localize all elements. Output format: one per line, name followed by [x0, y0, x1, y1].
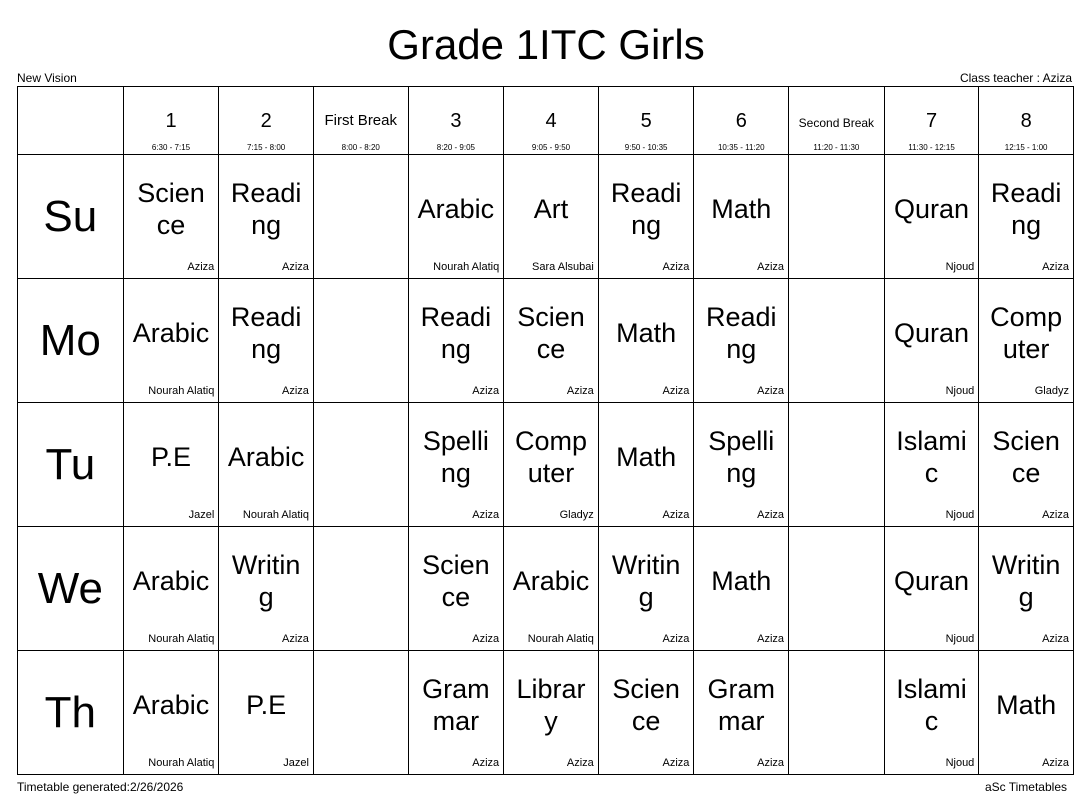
- period-time: 10:35 - 11:20: [717, 143, 765, 152]
- subject-name: [411, 403, 502, 510]
- lesson-cell: [408, 651, 504, 775]
- subject-line: g: [258, 581, 274, 612]
- class-teacher: Class teacher : Aziza: [959, 71, 1072, 85]
- lesson-cell: [504, 527, 599, 651]
- subject-line: Writin: [991, 549, 1061, 580]
- subject-line: Scien: [137, 177, 205, 208]
- period-time: 9:50 - 10:35: [624, 143, 668, 152]
- subject-line: Scien: [517, 301, 585, 332]
- lesson-cell: [598, 651, 694, 775]
- lesson-cell: [979, 279, 1074, 403]
- subject-line: Math: [711, 193, 772, 224]
- teacher-name: Aziza: [1042, 757, 1069, 769]
- period-header: [598, 87, 694, 155]
- day-row: [18, 527, 1074, 651]
- lesson-cell: [598, 155, 694, 279]
- day-row: [18, 651, 1074, 775]
- header-row: [18, 87, 1074, 155]
- subject-line: Arabic: [512, 565, 590, 596]
- subject-name: [126, 155, 217, 262]
- break-cell: [313, 651, 408, 775]
- teacher-name: Njoud: [945, 261, 975, 273]
- period-number: 8: [1020, 110, 1032, 132]
- subject-line: g: [1018, 581, 1034, 612]
- subject-line: Math: [616, 441, 677, 472]
- subject-name: [221, 279, 311, 386]
- lesson-cell: [123, 155, 219, 279]
- subject-line: ce: [631, 705, 661, 736]
- subject-name: [506, 279, 596, 386]
- period-time: 12:15 - 1:00: [1004, 143, 1048, 152]
- subject-name: [887, 527, 977, 634]
- lesson-cell: [598, 527, 694, 651]
- period-number: 1: [165, 110, 177, 132]
- subject-name: [221, 527, 311, 634]
- teacher-name: Aziza: [472, 509, 500, 521]
- lesson-cell: [219, 155, 314, 279]
- lesson-cell: [408, 527, 504, 651]
- subject-line: Arabic: [132, 565, 210, 596]
- subject-name: [981, 527, 1071, 634]
- subject-line: Gram: [707, 673, 775, 704]
- teacher-name: Jazel: [283, 757, 309, 769]
- subject-line: ce: [536, 333, 566, 364]
- teacher-name: Sara Alsubai: [532, 261, 594, 273]
- subject-line: Art: [533, 193, 569, 224]
- subject-name: [411, 527, 502, 634]
- period-time: 7:15 - 8:00: [247, 143, 286, 152]
- teacher-name: Aziza: [757, 261, 785, 273]
- subject-name: [981, 403, 1071, 510]
- teacher-name: Aziza: [757, 633, 785, 645]
- lesson-cell: [123, 279, 219, 403]
- day-row: [18, 403, 1074, 527]
- subject-name: [601, 527, 692, 634]
- day-label: Th: [18, 651, 124, 775]
- timetable: [17, 86, 1074, 775]
- school-name: New Vision: [17, 71, 77, 85]
- lesson-cell: [408, 155, 504, 279]
- subject-line: ng: [251, 209, 282, 240]
- subject-line: Scien: [992, 425, 1060, 456]
- lesson-cell: [694, 651, 789, 775]
- break-cell: [313, 403, 408, 527]
- subject-line: P.E: [150, 441, 192, 472]
- subject-name: [696, 155, 786, 262]
- subject-line: ng: [440, 333, 471, 364]
- teacher-name: Aziza: [282, 261, 309, 273]
- subject-line: Arabic: [227, 441, 305, 472]
- subject-name: [411, 155, 502, 262]
- subject-line: Arabic: [417, 193, 495, 224]
- subject-line: Readi: [610, 177, 682, 208]
- teacher-name: Aziza: [662, 261, 690, 273]
- lesson-cell: [219, 651, 314, 775]
- period-number: 2: [260, 110, 272, 132]
- day-row: [18, 279, 1074, 403]
- day-label: Tu: [18, 403, 124, 527]
- teacher-name: Nourah Alatiq: [148, 385, 215, 397]
- period-header: [694, 87, 789, 155]
- subject-line: Quran: [893, 317, 970, 348]
- subject-line: Arabic: [132, 689, 210, 720]
- subject-line: ng: [726, 457, 757, 488]
- subject-name: [696, 651, 786, 758]
- subject-line: Arabic: [132, 317, 210, 348]
- subject-name: [221, 403, 311, 510]
- period-header: [504, 87, 599, 155]
- subject-line: Math: [711, 565, 772, 596]
- page-title: Grade 1ITC Girls: [387, 21, 705, 68]
- subject-name: [126, 527, 217, 634]
- subject-line: Islami: [896, 425, 967, 456]
- subject-line: Writin: [231, 549, 301, 580]
- teacher-name: Aziza: [662, 385, 690, 397]
- teacher-name: Aziza: [757, 757, 785, 769]
- subject-line: Spelli: [708, 425, 775, 456]
- brand-label: aSc Timetables: [984, 780, 1067, 794]
- lesson-cell: [694, 403, 789, 527]
- subject-name: [981, 279, 1071, 386]
- break-cell: [313, 155, 408, 279]
- subject-name: [887, 403, 977, 510]
- subject-line: ng: [440, 457, 471, 488]
- subject-line: Librar: [516, 673, 586, 704]
- subject-name: [601, 651, 692, 758]
- subject-line: Math: [996, 689, 1057, 720]
- teacher-name: Nourah Alatiq: [242, 509, 309, 521]
- period-time: 6:30 - 7:15: [151, 143, 191, 152]
- subject-name: [411, 651, 502, 758]
- subject-name: [887, 279, 977, 386]
- teacher-name: Nourah Alatiq: [527, 633, 594, 645]
- subject-line: Comp: [990, 301, 1063, 332]
- teacher-name: Aziza: [472, 757, 500, 769]
- period-header: [313, 87, 408, 155]
- lesson-cell: [694, 155, 789, 279]
- subject-line: Spelli: [422, 425, 489, 456]
- subject-line: Math: [616, 317, 677, 348]
- lesson-cell: [694, 527, 789, 651]
- subject-line: Quran: [893, 565, 970, 596]
- teacher-name: Aziza: [662, 509, 690, 521]
- subject-name: [411, 279, 502, 386]
- lesson-cell: [504, 279, 599, 403]
- period-number: 3: [450, 110, 462, 132]
- subject-line: Readi: [420, 301, 492, 332]
- subject-line: ng: [1011, 209, 1042, 240]
- subject-name: [696, 527, 786, 634]
- break-cell: [789, 279, 885, 403]
- subject-line: Readi: [230, 301, 302, 332]
- period-time: 9:05 - 9:50: [531, 143, 571, 152]
- period-time: 11:20 - 11:30: [813, 143, 860, 152]
- lesson-cell: [884, 403, 979, 527]
- lesson-cell: [598, 279, 694, 403]
- lesson-cell: [123, 403, 219, 527]
- day-label: Mo: [18, 279, 124, 403]
- teacher-name: Aziza: [1042, 261, 1069, 273]
- teacher-name: Njoud: [945, 757, 975, 769]
- subject-line: Gram: [422, 673, 490, 704]
- subject-line: uter: [527, 457, 575, 488]
- period-header: [123, 87, 219, 155]
- lesson-cell: [219, 279, 314, 403]
- teacher-name: Aziza: [662, 757, 690, 769]
- teacher-name: Njoud: [945, 633, 975, 645]
- subject-line: ng: [251, 333, 282, 364]
- break-cell: [789, 527, 885, 651]
- lesson-cell: [884, 155, 979, 279]
- teacher-name: Aziza: [187, 261, 215, 273]
- lesson-cell: [504, 403, 599, 527]
- lesson-cell: [694, 279, 789, 403]
- subject-line: ce: [156, 209, 186, 240]
- day-label: Su: [18, 155, 124, 279]
- subject-name: [506, 155, 596, 262]
- subject-name: [506, 651, 596, 758]
- teacher-name: Gladyz: [1034, 385, 1069, 397]
- lesson-cell: [979, 403, 1074, 527]
- teacher-name: Aziza: [757, 385, 785, 397]
- subject-line: Scien: [422, 549, 490, 580]
- day-label: We: [18, 527, 124, 651]
- teacher-name: Njoud: [945, 385, 975, 397]
- period-time: 8:20 - 9:05: [436, 143, 475, 152]
- lesson-cell: [979, 651, 1074, 775]
- subject-name: [887, 651, 977, 758]
- subject-name: [506, 403, 596, 510]
- lesson-cell: [504, 651, 599, 775]
- lesson-cell: [979, 155, 1074, 279]
- subject-line: y: [544, 705, 558, 736]
- subject-name: [221, 651, 311, 758]
- subject-line: Readi: [230, 177, 302, 208]
- teacher-name: Aziza: [566, 757, 594, 769]
- period-header: [219, 87, 314, 155]
- break-cell: [789, 403, 885, 527]
- teacher-name: Aziza: [282, 385, 309, 397]
- teacher-name: Nourah Alatiq: [433, 261, 500, 273]
- teacher-name: Aziza: [282, 633, 309, 645]
- lesson-cell: [408, 279, 504, 403]
- subject-line: c: [924, 705, 939, 736]
- generated-date: Timetable generated:2/26/2026: [17, 780, 184, 794]
- teacher-name: Aziza: [757, 509, 785, 521]
- subject-name: [981, 155, 1071, 262]
- lesson-cell: [884, 527, 979, 651]
- period-header: [979, 87, 1074, 155]
- lesson-cell: [408, 403, 504, 527]
- break-label: First Break: [324, 112, 397, 129]
- period-number: 4: [545, 110, 557, 132]
- break-cell: [789, 155, 885, 279]
- subject-line: ng: [631, 209, 662, 240]
- subject-line: Scien: [612, 673, 680, 704]
- teacher-name: Aziza: [472, 385, 500, 397]
- subject-line: P.E: [246, 689, 287, 720]
- lesson-cell: [123, 651, 219, 775]
- lesson-cell: [979, 527, 1074, 651]
- break-cell: [313, 527, 408, 651]
- subject-name: [696, 403, 786, 510]
- subject-name: [126, 403, 217, 510]
- break-label: Second Break: [798, 116, 875, 130]
- subject-name: [887, 155, 977, 262]
- teacher-name: Aziza: [1042, 633, 1069, 645]
- subject-name: [696, 279, 786, 386]
- subject-name: [126, 279, 217, 386]
- subject-name: [601, 403, 692, 510]
- lesson-cell: [219, 403, 314, 527]
- subject-line: Comp: [514, 425, 588, 456]
- period-time: 8:00 - 8:20: [341, 143, 380, 152]
- teacher-name: Jazel: [188, 509, 215, 521]
- teacher-name: Aziza: [662, 633, 690, 645]
- lesson-cell: [884, 651, 979, 775]
- subject-name: [601, 279, 692, 386]
- subject-line: ce: [441, 581, 471, 612]
- teacher-name: Aziza: [566, 385, 594, 397]
- subject-line: mar: [718, 705, 765, 736]
- teacher-name: Nourah Alatiq: [148, 757, 215, 769]
- teacher-name: Njoud: [945, 509, 975, 521]
- subject-line: Readi: [705, 301, 777, 332]
- subject-line: Writin: [611, 549, 681, 580]
- subject-name: [601, 155, 692, 262]
- teacher-name: Aziza: [1042, 509, 1069, 521]
- period-number: 5: [640, 110, 652, 132]
- subject-line: uter: [1002, 333, 1050, 364]
- period-time: 11:30 - 12:15: [908, 143, 955, 152]
- period-number: 6: [735, 110, 747, 132]
- period-header: [408, 87, 504, 155]
- teacher-name: Aziza: [472, 633, 500, 645]
- lesson-cell: [219, 527, 314, 651]
- subject-name: [981, 651, 1071, 758]
- teacher-name: Gladyz: [559, 509, 594, 521]
- lesson-cell: [504, 155, 599, 279]
- subject-line: Readi: [990, 177, 1062, 208]
- subject-line: ce: [1011, 457, 1041, 488]
- break-cell: [789, 651, 885, 775]
- subject-line: c: [924, 457, 939, 488]
- subject-name: [221, 155, 311, 262]
- lesson-cell: [884, 279, 979, 403]
- lesson-cell: [598, 403, 694, 527]
- corner-cell: [18, 87, 124, 155]
- period-number: 7: [925, 110, 938, 132]
- subject-line: Quran: [893, 193, 970, 224]
- subject-line: Islami: [896, 673, 967, 704]
- subject-name: [126, 651, 217, 758]
- teacher-name: Nourah Alatiq: [148, 633, 215, 645]
- subject-line: mar: [432, 705, 480, 736]
- period-header: [789, 87, 885, 155]
- subject-name: [506, 527, 596, 634]
- lesson-cell: [123, 527, 219, 651]
- break-cell: [313, 279, 408, 403]
- subject-line: ng: [726, 333, 757, 364]
- subject-line: g: [638, 581, 654, 612]
- period-header: [884, 87, 979, 155]
- day-row: [18, 155, 1074, 279]
